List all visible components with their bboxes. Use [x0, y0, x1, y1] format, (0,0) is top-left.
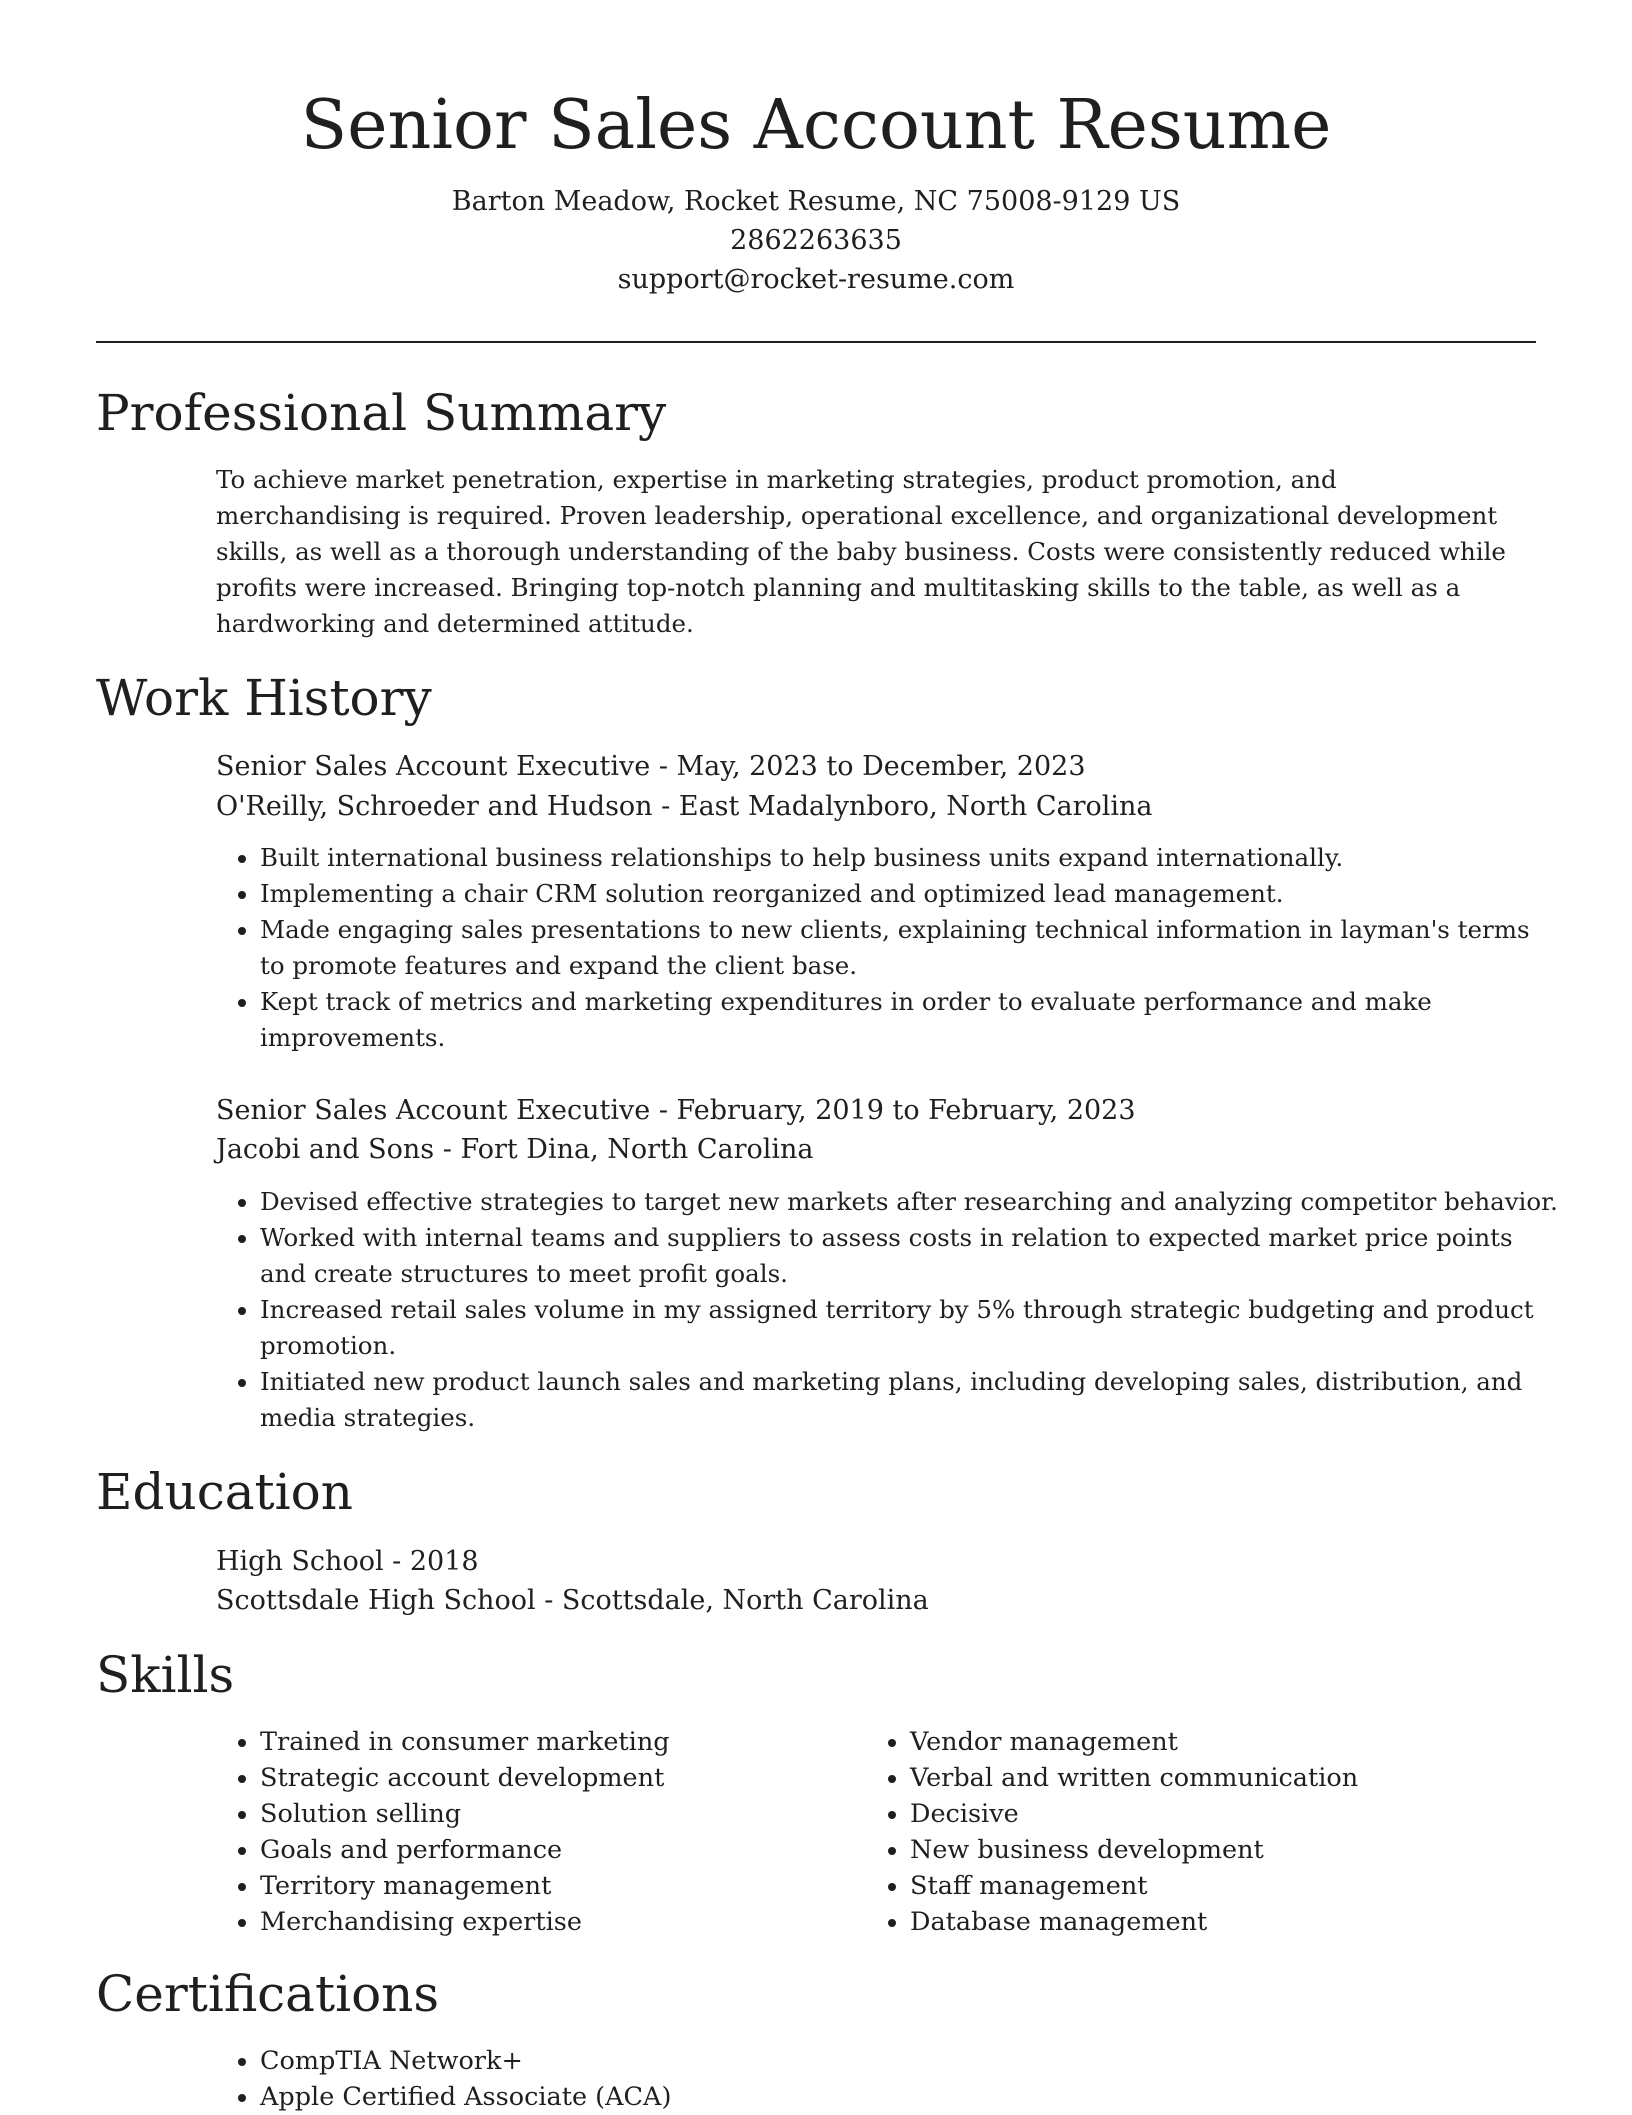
skills-list-left — [216, 1724, 860, 1940]
job-2-company: Jacobi and Sons — [216, 1134, 435, 1165]
job-1-company: O'Reilly, Schroeder and Hudson — [216, 791, 653, 822]
list-item: • Staff management — [910, 1868, 1530, 1904]
list-item: • Built international business relationships to help business units expand internationally. — [260, 840, 1560, 876]
resume-name: Senior Sales Account Resume — [300, 86, 1332, 165]
job-2-title-line — [216, 1091, 1516, 1130]
job-2-location: - Fort Dina, North Carolina — [434, 1134, 814, 1165]
job-1-company-line — [216, 787, 1516, 826]
job-2-position: Senior Sales Account Executive — [216, 1095, 651, 1126]
section-title-certifications: Certifications — [96, 1965, 440, 2023]
summary-text: To achieve market penetration, expertise in marketing strategies, product promotion, and merchandising is required. Proven leadership, operational excellence, and organizational development skills, as well as a thorough understanding of the baby business. Costs were consistently reduced while profits were increased. Bringing top-notch planning and multitasking skills to the table, as well as a hardworking and determined attitude. — [216, 465, 1506, 638]
education-year: - 2018 — [383, 1546, 479, 1577]
list-item: • Implementing a chair CRM solution reorganized and optimized lead management. — [260, 876, 1560, 912]
list-item: • Made engaging sales presentations to new clients, explaining technical information in layman's terms to promote features and expand the client base. — [260, 912, 1560, 984]
job-2-bullets — [216, 1184, 1560, 1436]
list-item: • Kept track of metrics and marketing expenditures in order to evaluate performance and make improvements. — [260, 984, 1560, 1056]
section-title-skills: Skills — [96, 1646, 235, 1704]
education-degree: High School — [216, 1546, 384, 1577]
skills-list-right — [866, 1724, 1530, 1940]
list-item: • Database management — [910, 1904, 1530, 1940]
list-item: • Goals and performance — [260, 1832, 860, 1868]
education-school-line — [216, 1581, 1516, 1620]
education-location: - Scottsdale, North Carolina — [535, 1585, 929, 1616]
list-item: • Worked with internal teams and suppliers to assess costs in relation to expected market price points and create structures to meet profit goals. — [260, 1220, 1560, 1292]
section-title-summary: Professional Summary — [96, 384, 667, 442]
contact-phone: 2862263635 — [730, 225, 902, 256]
job-1-position: Senior Sales Account Executive — [216, 751, 651, 782]
list-item: • Verbal and written communication — [910, 1760, 1530, 1796]
list-item: • Trained in consumer marketing — [260, 1724, 860, 1760]
contact-address: Barton Meadow, Rocket Resume, NC 75008-9129 US — [451, 186, 1181, 217]
job-1-dates: - May, 2023 to December, 2023 — [650, 751, 1086, 782]
certifications-list — [216, 2043, 1060, 2115]
list-item: • Apple Certified Associate (ACA) — [260, 2079, 1060, 2115]
list-item: • Merchandising expertise — [260, 1904, 860, 1940]
section-title-education: Education — [96, 1463, 353, 1521]
list-item: • CompTIA Network+ — [260, 2043, 1060, 2079]
resume-header — [0, 80, 1632, 299]
contact-email: support@rocket-resume.com — [617, 264, 1015, 295]
job-1-title-line — [216, 747, 1516, 786]
job-2-company-line — [216, 1130, 1516, 1169]
list-item: • Devised effective strategies to target new markets after researching and analyzing competitor behavior. — [260, 1184, 1560, 1220]
list-item: • Territory management — [260, 1868, 860, 1904]
list-item: • Vendor management — [910, 1724, 1530, 1760]
header-divider — [96, 341, 1536, 343]
list-item: • Decisive — [910, 1796, 1530, 1832]
job-1-location: - East Madalynboro, North Carolina — [652, 791, 1153, 822]
section-title-work-history: Work History — [96, 669, 432, 727]
list-item: • Initiated new product launch sales and marketing plans, including developing sales, distribution, and media strategies. — [260, 1364, 1560, 1436]
education-school: Scottsdale High School — [216, 1585, 536, 1616]
contact-info — [0, 182, 1632, 299]
job-2-dates: - February, 2019 to February, 2023 — [650, 1095, 1136, 1126]
list-item: • Solution selling — [260, 1796, 860, 1832]
list-item: • New business development — [910, 1832, 1530, 1868]
education-degree-line — [216, 1542, 1516, 1581]
job-1-bullets — [216, 840, 1560, 1056]
list-item: • Strategic account development — [260, 1760, 860, 1796]
list-item: • Increased retail sales volume in my assigned territory by 5% through strategic budgeting and product promotion. — [260, 1292, 1560, 1364]
